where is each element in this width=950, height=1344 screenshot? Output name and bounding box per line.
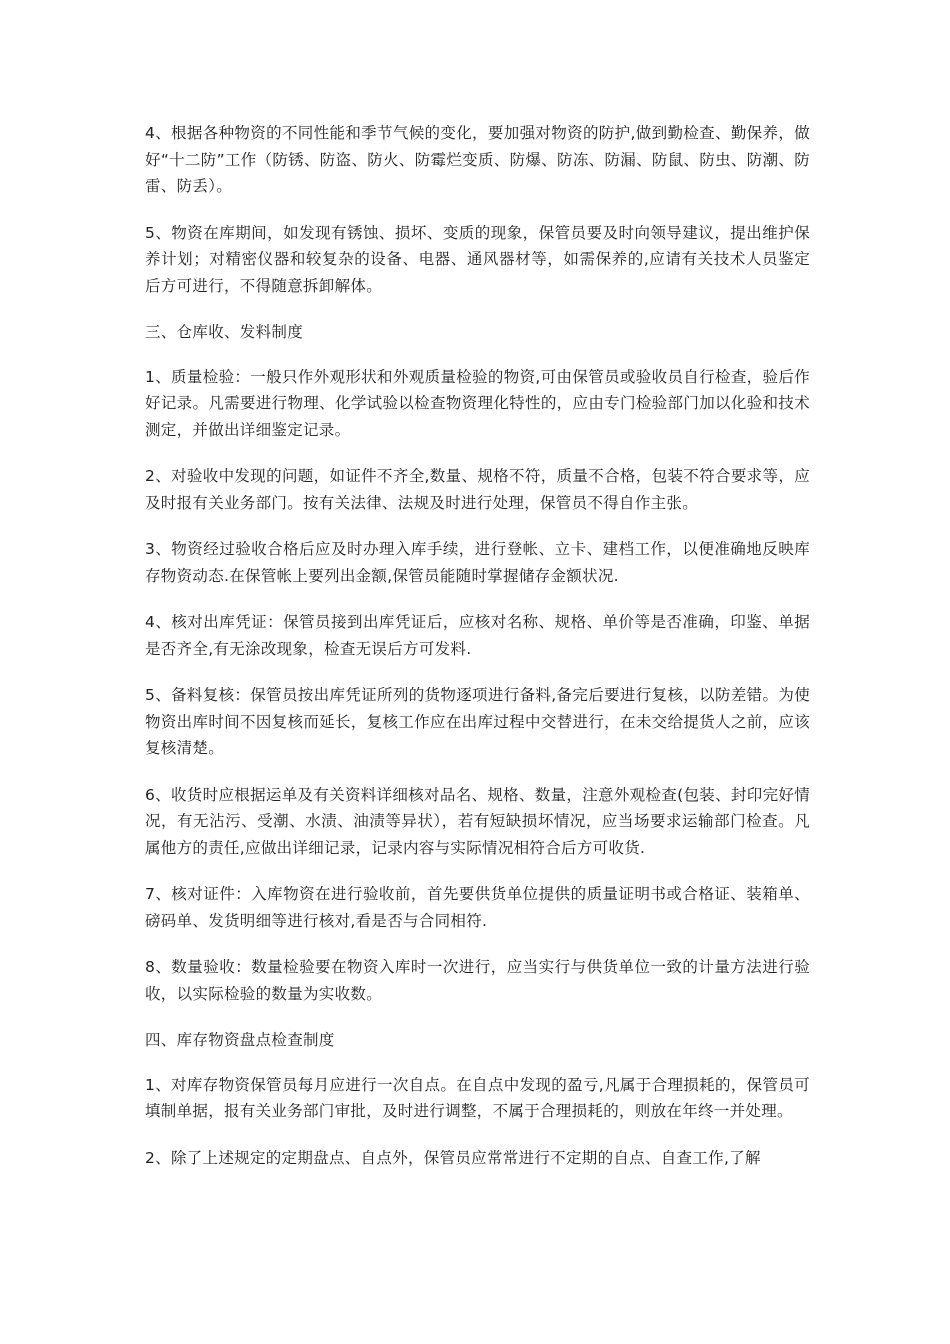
section-heading-3: 三、仓库收、发料制度 — [145, 323, 304, 341]
paragraph-item-8-quantity: 8、数量验收：数量检验要在物资入库时一次进行，应当实行与供货单位一致的计量方法进行验收，以实际检验的数量为实收数。 — [145, 958, 810, 1003]
paragraph-item-5-maintenance: 5、物资在库期间，如发现有锈蚀、损坏、变质的现象，保管员要及时向领导建议，提出维护保养计划；对精密仪器和较复杂的设备、电器、通风器材等，如需保养的,应请有关技术人员鉴定后方可进行，不得随意拆卸解体。 — [145, 223, 810, 295]
paragraph-item-1-self-count: 1、对库存物资保管员每月应进行一次自点。在自点中发现的盈亏,凡属于合理损耗的，保管员可填制单据，报有关业务部门审批，及时进行调整，不属于合理损耗的，则放在年终一并处理。 — [145, 1075, 810, 1120]
paragraph-item-3-warehousing: 3、物资经过验收合格后应及时办理入库手续，进行登帐、立卡、建档工作，以便准确地反映库存物资动态.在保管帐上要列出金额,保管员能随时掌握储存金额状况. — [145, 540, 810, 585]
document-body — [145, 120, 810, 1191]
paragraph-item-2-irregular-check: 2、除了上述规定的定期盘点、自点外，保管员应常常进行不定期的自点、自查工作,了解 — [145, 1148, 761, 1167]
paragraph-item-6-receiving: 6、收货时应根据运单及有关资料详细核对品名、规格、数量，注意外观检查(包装、封印完好情况，有无沾污、受潮、水渍、油渍等异状），若有短缺损坏情况，应当场要求运输部门检查。凡属他方的责任,应做出详细记录，记录内容与实际情况相符合后方可收货. — [145, 785, 810, 857]
paragraph-item-1-quality-inspection: 1、质量检验：一般只作外观形状和外观质量检验的物资,可由保管员或验收员自行检查，验后作好记录。凡需要进行物理、化学试验以检查物资理化特性的，应由专门检验部门加以化验和技术测定，并做出详细鉴定记录。 — [145, 367, 810, 439]
paragraph-item-5-review: 5、备料复核：保管员按出库凭证所列的货物逐项进行备料,备完后要进行复核，以防差错。为使物资出库时间不因复核而延长，复核工作应在出库过程中交替进行，在未交给提货人之前，应该复核清楚。 — [145, 686, 810, 757]
paragraph-item-7-documents: 7、核对证件：入库物资在进行验收前，首先要供货单位提供的质量证明书或合格证、装箱单、磅码单、发货明细等进行核对,看是否与合同相符. — [145, 885, 810, 930]
paragraph-item-4-protection: 4、根据各种物资的不同性能和季节气候的变化，要加强对物资的防护,做到勤检查、勤保养，做好“十二防”工作（防锈、防盗、防火、防霉烂变质、防爆、防冻、防漏、防鼠、防虫、防潮、防雷、防丢）。 — [145, 124, 810, 195]
section-heading-4: 四、库存物资盘点检查制度 — [145, 1031, 335, 1049]
paragraph-item-4-outbound-voucher: 4、核对出库凭证：保管员接到出库凭证后，应核对名称、规格、单价等是否准确，印鉴、单据是否齐全,有无涂改现象，检查无误后方可发料. — [145, 613, 810, 658]
paragraph-item-2-issues: 2、对验收中发现的问题，如证件不齐全,数量、规格不符，质量不合格，包装不符合要求等，应及时报有关业务部门。按有关法律、法规及时进行处理，保管员不得自作主张。 — [145, 467, 810, 512]
